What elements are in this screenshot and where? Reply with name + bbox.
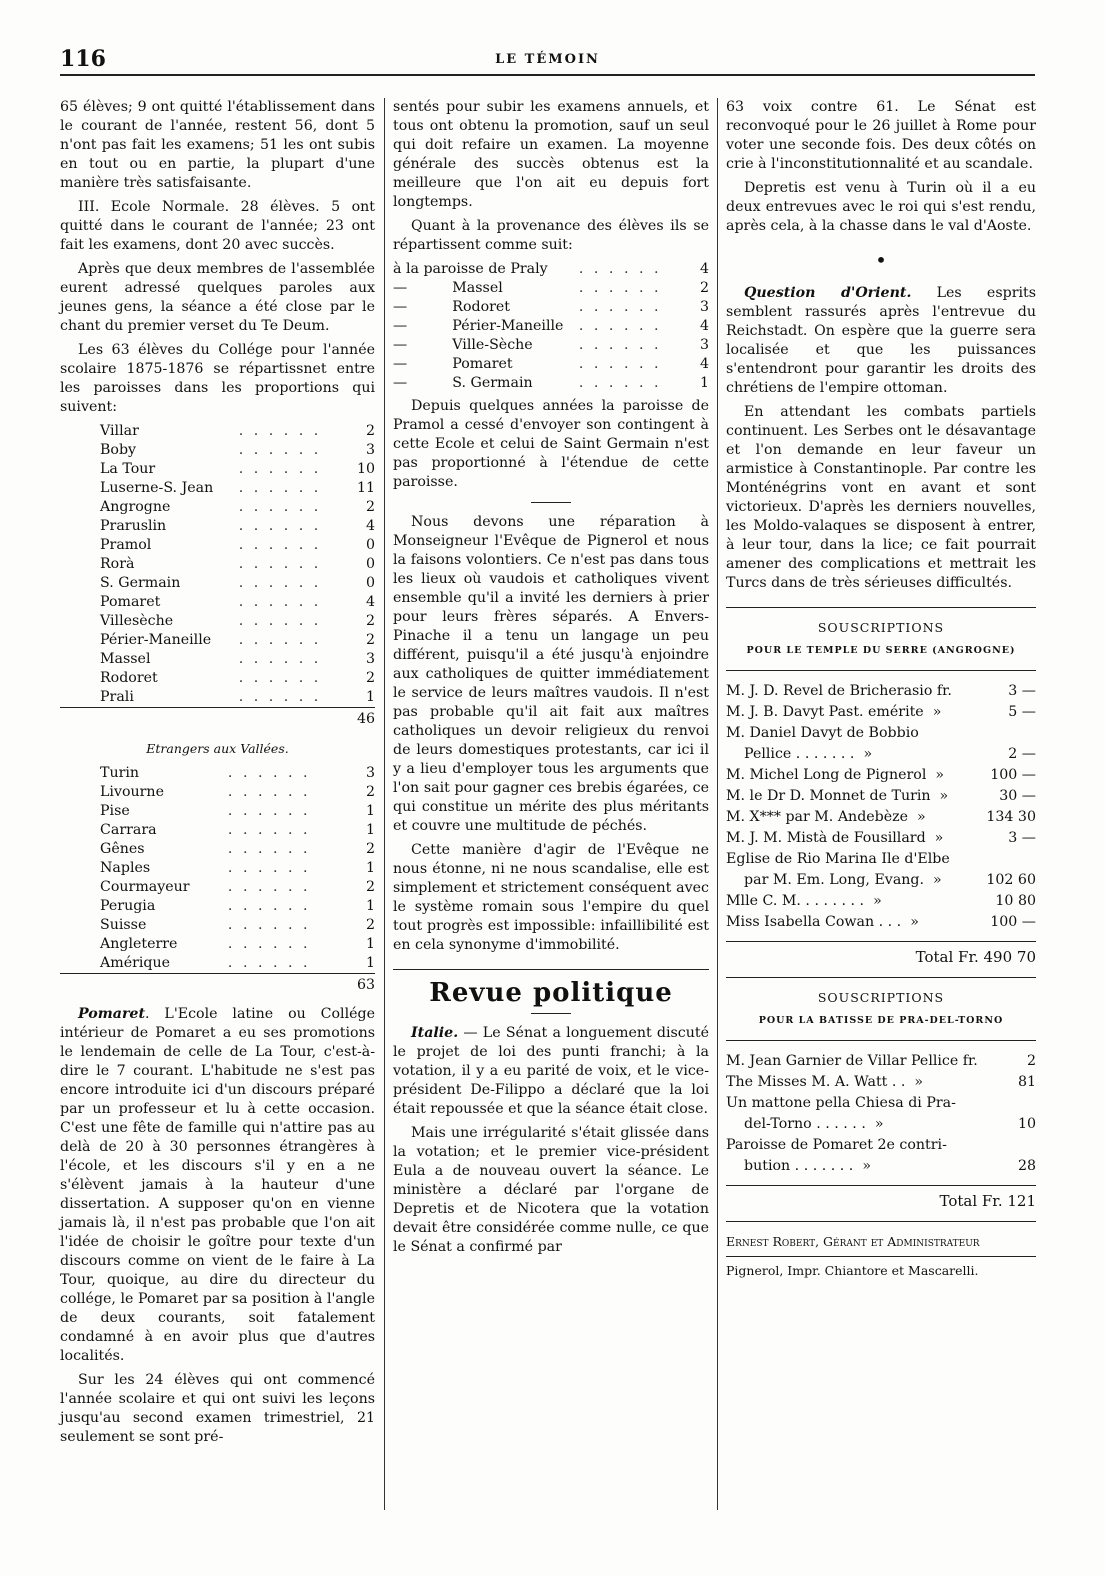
leader-dots: . . . . . .	[238, 480, 322, 496]
row-count: 1	[365, 860, 375, 876]
table-row	[60, 612, 375, 631]
leader-dots: . . . . . .	[227, 955, 311, 971]
row-name: Praruslin	[100, 518, 167, 534]
subscription-amount: 102 60	[986, 872, 1036, 888]
subscriber-name: bution . . . . . . . »	[726, 1158, 872, 1174]
row-count: 4	[699, 318, 709, 334]
row-count: 2	[365, 613, 375, 629]
paragraph-text: — Le Sénat a longuement discuté le projet de loi des punti franchi; à la votation, il y a eu parité de voix, et le vice-président De-Filippo a déclaré que la loi était repoussée et que la séance était close.	[393, 1025, 709, 1117]
table-row	[393, 317, 709, 336]
row-name: — Périer-Maneille	[393, 318, 564, 334]
table-row	[60, 536, 375, 555]
subscriber-name: par M. Em. Long, Evang. »	[726, 872, 942, 888]
paragraph: Les 63 élèves du Collége pour l'année scolaire 1875-1876 se répartissnet entre les paroisses dans les proportions qui suivent:	[60, 342, 375, 415]
row-count: 11	[356, 480, 375, 496]
row-name: — Massel	[393, 280, 503, 296]
table-row	[393, 374, 709, 393]
rule	[726, 1040, 1036, 1041]
leader-dots: . . . . . .	[578, 280, 662, 296]
row-count: 0	[365, 575, 375, 591]
subscription-list	[726, 1051, 1036, 1177]
subscription-amount	[982, 723, 1036, 744]
paragraph: Depuis quelques années la paroisse de Pramol a cessé d'envoyer son contingent à cette Ecole et celui de Saint Germain n'est pas proportionné à l'étendue de cette paroisse.	[393, 398, 709, 490]
row-name: Angleterre	[100, 936, 178, 952]
column-rule-2	[717, 98, 718, 1510]
row-count: 4	[365, 594, 375, 610]
total-value: 46	[335, 708, 375, 730]
paragraph	[393, 1024, 709, 1119]
row-count: 0	[365, 537, 375, 553]
subscription-amount: 5 —	[1008, 704, 1036, 720]
subscriber-name: M. J. B. Davyt Past. emérite »	[726, 704, 942, 720]
subscriber-name: M. J. M. Mistà de Fousillard »	[726, 830, 944, 846]
subscription-row	[726, 1051, 1036, 1072]
table-row	[60, 479, 375, 498]
printer-line: Pignerol, Impr. Chiantore et Mascarelli.	[726, 1263, 979, 1278]
leader-dots: . . . . . .	[238, 537, 322, 553]
leader-dots: . . . . . .	[238, 689, 322, 705]
subscription-total	[726, 1185, 1036, 1211]
leader-dots: . . . . . .	[227, 803, 311, 819]
row-count: 2	[365, 499, 375, 515]
subscription-amount: 3 —	[1008, 683, 1036, 699]
table-row	[60, 574, 375, 593]
table-row	[60, 441, 375, 460]
paragraph: Quant à la provenance des élèves ils se répartissent comme suit:	[393, 218, 709, 253]
row-name: — Rodoret	[393, 299, 511, 315]
subscription-subtitle: POUR LA BATISSE DE PRA-DEL-TORNO	[758, 1015, 1004, 1026]
table-row	[60, 935, 375, 954]
row-count: 3	[699, 299, 709, 315]
subscription-row	[726, 723, 1036, 744]
foreign-table	[60, 764, 375, 995]
subscription-amount	[982, 849, 1036, 870]
column-3	[726, 98, 1036, 1281]
row-name: Villesèche	[100, 613, 174, 629]
runin-heading: Pomaret	[78, 1006, 146, 1022]
row-name: La Tour	[100, 461, 156, 477]
table-row	[60, 764, 375, 783]
subscription-row	[726, 912, 1036, 933]
subscription-amount	[982, 1093, 1036, 1114]
leader-dots: . . . . . .	[227, 860, 311, 876]
rule	[726, 977, 1036, 978]
total-text: Total Fr. 121	[939, 1192, 1036, 1210]
subscriber-name: M. X*** par M. Andebèze »	[726, 809, 926, 825]
leader-dots: . . . . . .	[227, 917, 311, 933]
paragraph: sentés pour subir les examens annuels, et tous ont obtenu la promotion, sauf un seul qui doit refaire un examen. La moyenne générale des succès obtenus est la meilleure que l'on ait eu depuis fort longtemps.	[393, 99, 709, 210]
row-name: à la paroisse de Praly	[393, 261, 548, 277]
subscriber-name: del-Torno . . . . . . »	[726, 1116, 884, 1132]
subscription-amount: 134 30	[986, 809, 1036, 825]
row-name: Luserne-S. Jean	[100, 480, 214, 496]
subscription-subtitle: POUR LE TEMPLE DU SERRE (ANGROGNE)	[746, 645, 1016, 656]
subscription-row	[726, 1156, 1036, 1177]
table-row	[60, 498, 375, 517]
leader-dots: . . . . . .	[227, 822, 311, 838]
subscriber-name: Mlle C. M. . . . . . . . »	[726, 893, 882, 909]
table-row	[60, 555, 375, 574]
row-name: Rorà	[100, 556, 135, 572]
table-row	[393, 279, 709, 298]
ornament-dot: •	[875, 248, 887, 272]
row-count: 2	[365, 784, 375, 800]
table-row	[60, 878, 375, 897]
leader-dots: . . . . . .	[227, 841, 311, 857]
row-name: S. Germain	[100, 575, 181, 591]
leader-dots: . . . . . .	[238, 575, 322, 591]
subscription-row	[726, 765, 1036, 786]
leader-dots: . . . . . .	[238, 670, 322, 686]
row-name: — Pomaret	[393, 356, 513, 372]
row-name: Pise	[100, 803, 130, 819]
subscription-list	[726, 681, 1036, 933]
table-row	[60, 802, 375, 821]
table-row	[60, 954, 375, 974]
section-title: Revue politique	[393, 969, 709, 1003]
leader-dots: . . . . . .	[238, 461, 322, 477]
leader-dots: . . . . . .	[578, 375, 662, 391]
row-count: 4	[699, 261, 709, 277]
subscription-row	[726, 849, 1036, 870]
subscription-row	[726, 1093, 1036, 1114]
row-name: Périer-Maneille	[100, 632, 212, 648]
section-subheading: Etrangers aux Vallées.	[146, 741, 289, 756]
row-name: Pomaret	[100, 594, 161, 610]
row-count: 2	[365, 423, 375, 439]
leader-dots: . . . . . .	[227, 879, 311, 895]
table-row	[60, 650, 375, 669]
leader-dots: . . . . . .	[227, 765, 311, 781]
paragraph: Depretis est venu à Turin où il a eu deux entrevues avec le roi qui s'est rendu, après cela, à la chasse dans le val d'Aoste.	[726, 180, 1036, 234]
row-count: 3	[699, 337, 709, 353]
row-name: Suisse	[100, 917, 147, 933]
rule	[726, 1256, 1036, 1257]
row-name: — S. Germain	[393, 375, 533, 391]
leader-dots: . . . . . .	[578, 261, 662, 277]
subscriber-name: Paroisse de Pomaret 2e contri-	[726, 1137, 947, 1153]
row-count: 1	[699, 375, 709, 391]
paragraph: 63 voix contre 61. Le Sénat est reconvoqué pour le 26 juillet à Rome pour voter une seconde fois. Des deux côtés on crie à l'inconstitutionnalité et au scandale.	[726, 99, 1036, 172]
row-count: 2	[365, 879, 375, 895]
row-name: Amérique	[100, 955, 171, 971]
leader-dots: . . . . . .	[227, 898, 311, 914]
subscription-amount: 2 —	[1008, 746, 1036, 762]
row-count: 4	[699, 356, 709, 372]
row-name: Livourne	[100, 784, 164, 800]
subscription-row	[726, 870, 1036, 891]
subscription-amount: 100 —	[990, 767, 1036, 783]
paragraph: Mais une irrégularité s'était glissée dans la votation; et le premier vice-président Eula a de nouveau ouvert la séance. Le ministère a déclaré par l'organe de Depretis et de Nicotera que la votation devait être considérée comme nulle, ce que le Sénat a confirmé par	[393, 1125, 709, 1255]
paragraph: En attendant les combats partiels continuent. Les Serbes ont le désavantage et l'on demande en leur faveur un armistice à Constantinople. Par contre les Monténégrins vont en avant et sont victorieux. D'après les derniers nouvelles, les Moldo-valaques se disposent à entrer, à leur tour, dans la lice; ce fait pourrait amener des complications et mettrait les Turcs dans de très sérieuses difficultés.	[726, 404, 1036, 591]
subscriber-name: M. Jean Garnier de Villar Pellice fr.	[726, 1053, 978, 1069]
table-row	[393, 336, 709, 355]
leader-dots: . . . . . .	[578, 356, 662, 372]
row-count: 3	[365, 442, 375, 458]
separator	[531, 1013, 571, 1014]
row-name: Angrogne	[100, 499, 171, 515]
leader-dots: . . . . . .	[238, 613, 322, 629]
paragraph	[726, 284, 1036, 398]
rule	[726, 670, 1036, 671]
page-number: 116	[60, 46, 106, 72]
subscriber-name: Pellice . . . . . . . »	[726, 746, 873, 762]
subscriber-name: The Misses M. A. Watt . . »	[726, 1074, 924, 1090]
subscription-title: SOUSCRIPTIONS	[817, 990, 945, 1005]
leader-dots: . . . . . .	[238, 632, 322, 648]
parish-table	[60, 422, 375, 729]
subscriber-name: M. J. D. Revel de Bricherasio fr.	[726, 683, 952, 699]
table-row	[60, 897, 375, 916]
subscriber-name: M. Michel Long de Pignerol »	[726, 767, 945, 783]
row-name: Pramol	[100, 537, 152, 553]
row-count: 0	[365, 556, 375, 572]
table-row	[60, 688, 375, 708]
table-row	[60, 517, 375, 536]
paragraph-text: Les esprits semblent rassurés après l'entrevue du Reichstadt. On espère que la guerre sera localisée et que les puissances s'entendront pour garantir les droits des chrétiens de l'empire ottoman.	[726, 285, 1036, 396]
leader-dots: . . . . . .	[238, 423, 322, 439]
table-row	[60, 783, 375, 802]
row-count: 2	[365, 917, 375, 933]
table-row	[60, 669, 375, 688]
subscriber-name: M. le Dr D. Monnet de Turin »	[726, 788, 949, 804]
subscription-row	[726, 1135, 1036, 1156]
runin-heading: Question d'Orient.	[744, 285, 912, 301]
subscription-row	[726, 681, 1036, 702]
leader-dots: . . . . . .	[578, 318, 662, 334]
subscription-total	[726, 941, 1036, 967]
column-rule-1	[384, 98, 385, 1510]
table-row	[60, 460, 375, 479]
row-name: — Ville-Sèche	[393, 337, 533, 353]
subscription-title: SOUSCRIPTIONS	[817, 620, 945, 635]
row-count: 4	[365, 518, 375, 534]
separator	[531, 502, 571, 503]
leader-dots: . . . . . .	[238, 594, 322, 610]
column-2	[393, 98, 709, 1262]
paragraph: 65 élèves; 9 ont quitté l'établissement dans le courant de l'année, restent 56, dont 5 n'ont pas fait les examens; 51 les ont subis en tout ou en partie, la plupart d'une manière très satisfaisante.	[60, 99, 375, 191]
row-count: 1	[365, 689, 375, 705]
row-count: 1	[365, 955, 375, 971]
subscription-amount: 10	[1017, 1116, 1036, 1132]
total-row	[60, 974, 375, 996]
total-row	[60, 708, 375, 730]
row-count: 2	[699, 280, 709, 296]
row-count: 10	[356, 461, 375, 477]
leader-dots: . . . . . .	[227, 784, 311, 800]
row-count: 1	[365, 936, 375, 952]
table-row	[60, 859, 375, 878]
subscriber-name: Miss Isabella Cowan . . . »	[726, 914, 919, 930]
page-header	[60, 44, 1035, 76]
subscription-row	[726, 1072, 1036, 1093]
row-name: Prali	[100, 689, 134, 705]
subscription-amount: 10 80	[995, 893, 1036, 909]
row-name: Rodoret	[100, 670, 158, 686]
table-row	[60, 631, 375, 650]
row-name: Courmayeur	[100, 879, 190, 895]
column-1	[60, 98, 375, 1452]
table-row	[60, 422, 375, 441]
subscription-amount: 2	[1026, 1053, 1036, 1069]
paragraph-text: . L'Ecole latine ou Collége intérieur de Pomaret a eu ses promotions le lendemain de celle de La Tour, c'est-à-dire le 7 courant. L'habitude ne s'est pas encore introduite ici d'un discours préparé par un professeur et lu à cette occasion. C'est une fête de famille qui n'attire pas au delà de 20 à 30 personnes étrangères à l'école, et les discours s'il y en a ne s'élèvent jamais à la hauteur d'une dissertation. A supposer qu'on en vienne jamais là, il n'est pas probable que l'on ait l'idée de choisir le goître pour texte d'un discours comme on vient de le faire à La Tour, quoique, au dire du directeur du collége, le Pomaret par sa position à l'angle de deux courants, soit fatalement condamné à en avoir plus que d'autres localités.	[60, 1006, 375, 1364]
table-row	[393, 355, 709, 374]
row-count: 1	[365, 822, 375, 838]
subscriber-name: Un mattone pella Chiesa di Pra-	[726, 1095, 956, 1111]
subscription-amount: 100 —	[990, 914, 1036, 930]
row-name: Turin	[100, 765, 140, 781]
subscription-amount: 30 —	[999, 788, 1036, 804]
subscription-amount: 81	[1017, 1074, 1036, 1090]
row-count: 3	[365, 765, 375, 781]
row-count: 2	[365, 841, 375, 857]
rule	[726, 607, 1036, 608]
row-name: Carrara	[100, 822, 157, 838]
leader-dots: . . . . . .	[238, 499, 322, 515]
subscription-row	[726, 891, 1036, 912]
runin-heading: Italie.	[411, 1025, 459, 1041]
row-count: 3	[365, 651, 375, 667]
total-value: 63	[335, 974, 375, 996]
leader-dots: . . . . . .	[238, 442, 322, 458]
subscription-row	[726, 828, 1036, 849]
subscription-amount: 3 —	[1008, 830, 1036, 846]
table-row	[60, 916, 375, 935]
paragraph: Cette manière d'agir de l'Evêque ne nous étonne, ni ne nous scandalise, elle est simplement et strictement conséquent avec le système romain sous l'empire du quel tout progrès est impossible: infaillibilité est en cela synonyme d'immobilité.	[393, 842, 709, 953]
table-row	[60, 840, 375, 859]
leader-dots: . . . . . .	[578, 337, 662, 353]
table-row	[393, 298, 709, 317]
table-row	[60, 593, 375, 612]
row-name: Naples	[100, 860, 151, 876]
row-count: 1	[365, 898, 375, 914]
subscription-amount	[982, 1135, 1036, 1156]
subscription-row	[726, 1114, 1036, 1135]
subscription-row	[726, 744, 1036, 765]
row-count: 2	[365, 632, 375, 648]
row-name: Villar	[100, 423, 139, 439]
paragraph: Après que deux membres de l'assemblée eurent adressé quelques paroles aux jeunes gens, la séance a été close par le chant du premier verset du Te Deum.	[60, 261, 375, 334]
running-head: LE TÉMOIN	[495, 52, 600, 67]
table-row	[393, 260, 709, 279]
subscription-row	[726, 786, 1036, 807]
row-name: Perugia	[100, 898, 156, 914]
subscriber-name: M. Daniel Davyt de Bobbio	[726, 725, 919, 741]
row-count: 2	[365, 670, 375, 686]
subscription-row	[726, 807, 1036, 828]
subscription-row	[726, 702, 1036, 723]
rule	[726, 1221, 1036, 1222]
paragraph	[60, 1005, 375, 1366]
subscriber-name: Eglise de Rio Marina Ile d'Elbe	[726, 851, 950, 867]
total-text: Total Fr. 490 70	[915, 948, 1036, 966]
leader-dots: . . . . . .	[578, 299, 662, 315]
row-count: 1	[365, 803, 375, 819]
leader-dots: . . . . . .	[227, 936, 311, 952]
paragraph: Nous devons une réparation à Monseigneur l'Evêque de Pignerol et nous la faisons volontiers. Ce n'est pas dans tous les lieux où vaudois et catholiques vivent ensemble qu'il a invité les derniers à prier pour leurs frères séparés. A Envers-Pinache il a tenu un langage un peu différent, puisqu'il a été jusqu'à enjoindre aux catholiques de quitter immédiatement le service de leurs maîtres vaudois. Il n'est pas probable qu'il ait fait aux maîtres catholiques un devoir religieux du renvoi de leurs domestiques protestants, car ici il y a lieu d'employer tous les arguments que l'on sait pour gagner ces brebis égarées, ce qui constitue un mérite des plus méritants et couvre une multitude de péchés.	[393, 514, 709, 834]
gerant-line: Ernest Robert, Gérant et Administrateur	[726, 1234, 980, 1249]
row-name: Massel	[100, 651, 151, 667]
row-name: Boby	[100, 442, 137, 458]
subscription-amount: 28	[1017, 1158, 1036, 1174]
origin-table	[393, 260, 709, 393]
leader-dots: . . . . . .	[238, 556, 322, 572]
leader-dots: . . . . . .	[238, 651, 322, 667]
table-row	[60, 821, 375, 840]
leader-dots: . . . . . .	[238, 518, 322, 534]
paragraph: Sur les 24 élèves qui ont commencé l'année scolaire et qui ont suivi les leçons jusqu'au second examen trimestriel, 21 seulement se sont pré-	[60, 1372, 375, 1445]
paragraph: III. Ecole Normale. 28 élèves. 5 ont quitté dans le courant de l'année; 23 ont fait les examens, dont 20 avec succès.	[60, 199, 375, 253]
row-name: Gênes	[100, 841, 145, 857]
